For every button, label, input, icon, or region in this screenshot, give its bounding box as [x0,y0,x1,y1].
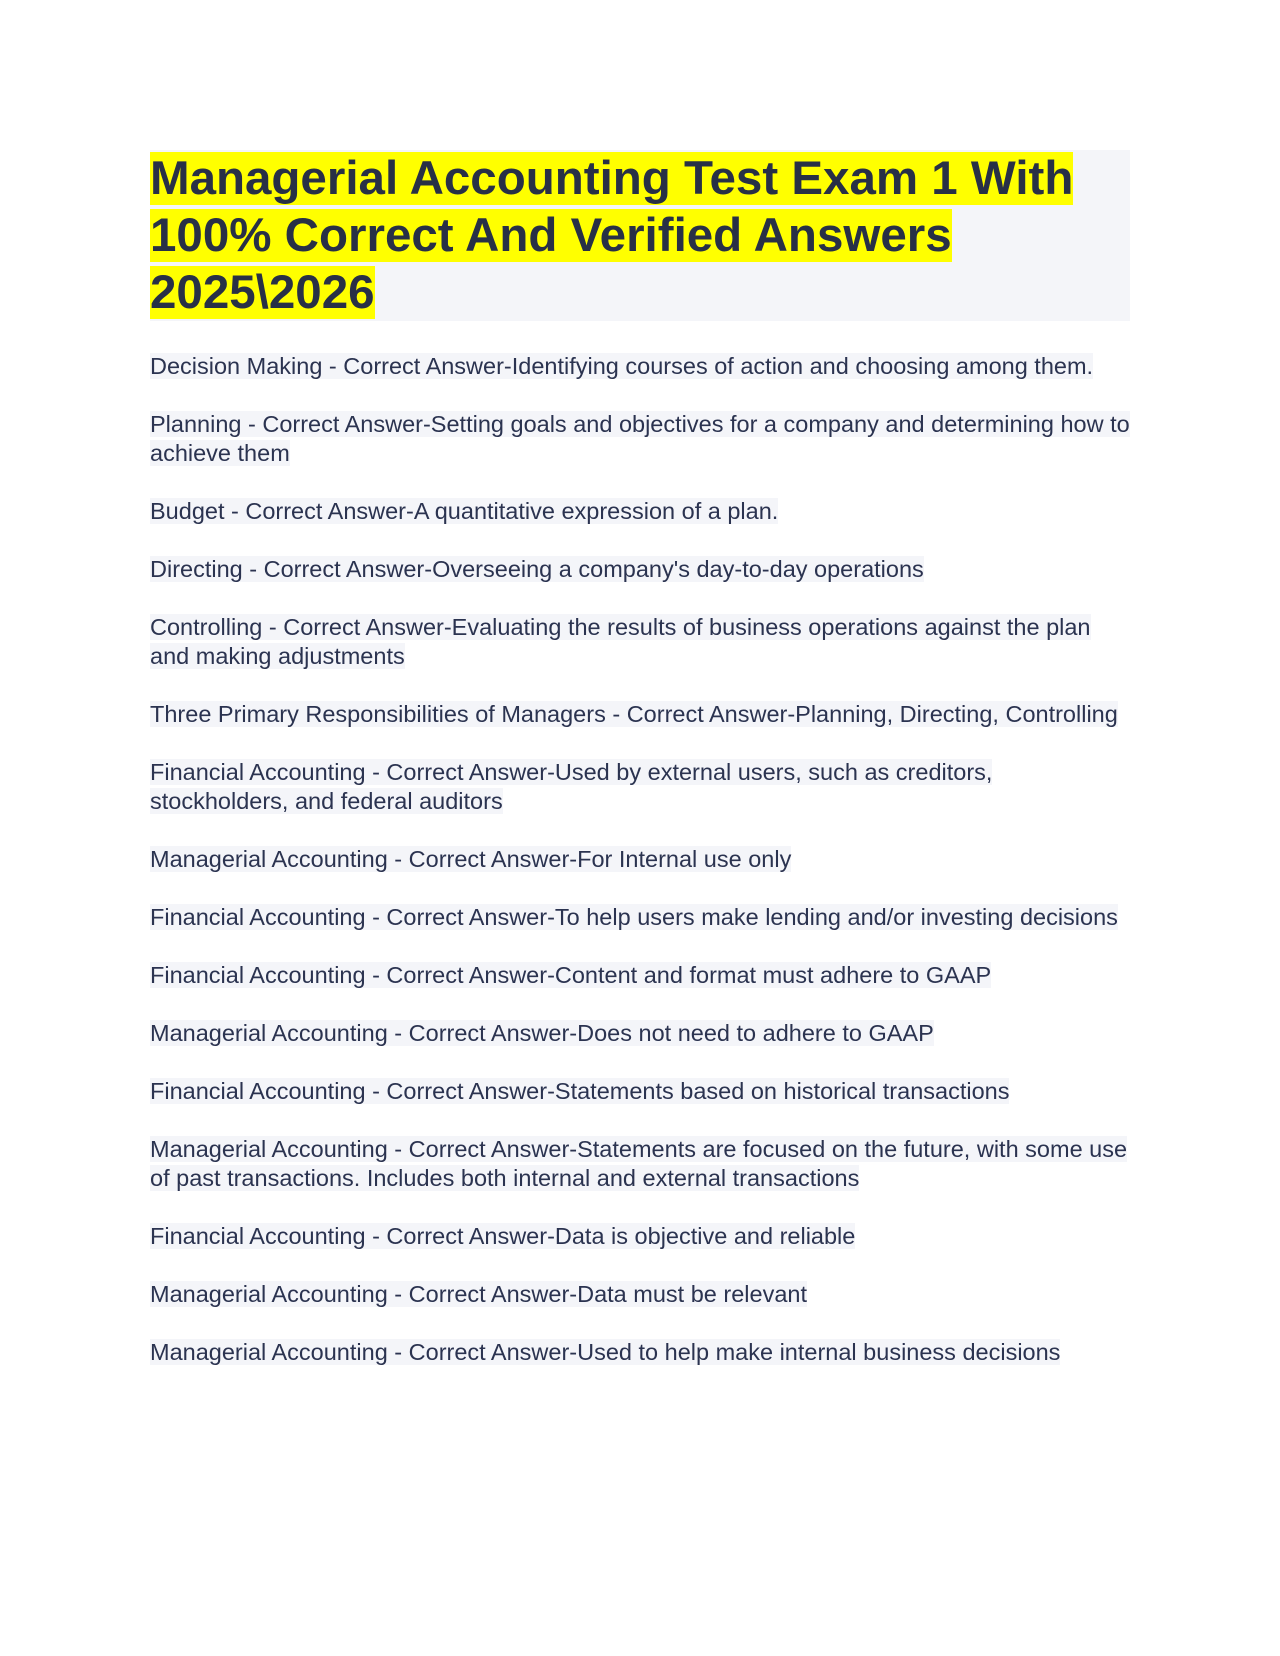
document-page [150,150,1130,1396]
qa-entry-text: Planning - Correct Answer-Setting goals and objectives for a company and determining how to achieve them [150,411,1130,466]
title-block [150,150,1130,321]
title-line-1: Managerial Accounting Test Exam 1 With [150,152,1074,205]
qa-entry-text: Three Primary Responsibilities of Managers - Correct Answer-Planning, Directing, Controlling [150,701,1118,727]
qa-entry-text: Budget - Correct Answer-A quantitative expression of a plan. [150,498,779,524]
title-line-2: 100% Correct And Verified Answers [150,209,952,262]
qa-entry-text: Financial Accounting - Correct Answer-Data is objective and reliable [150,1223,856,1249]
qa-entry [150,1019,1130,1048]
qa-entry [150,903,1130,932]
qa-entry-text: Financial Accounting - Correct Answer-Statements based on historical transactions [150,1078,1010,1104]
qa-entry [150,613,1130,671]
qa-entry-text: Managerial Accounting - Correct Answer-Data must be relevant [150,1281,808,1307]
qa-entry [150,497,1130,526]
document-title [150,150,1130,321]
qa-entry [150,1338,1130,1367]
qa-entry-text: Financial Accounting - Correct Answer-Content and format must adhere to GAAP [150,962,992,988]
qa-entry [150,845,1130,874]
qa-entry-text: Managerial Accounting - Correct Answer-Statements are focused on the future, with some use of past transactions. Includes both internal and external transactions [150,1136,1128,1191]
qa-entry [150,352,1130,381]
qa-entry [150,410,1130,468]
qa-entry [150,555,1130,584]
qa-entry-text: Decision Making - Correct Answer-Identifying courses of action and choosing among them. [150,353,1094,379]
qa-entries [150,352,1130,1367]
qa-entry-text: Financial Accounting - Correct Answer-Used by external users, such as creditors, stockholders, and federal auditors [150,759,993,814]
qa-entry [150,758,1130,816]
qa-entry [150,1222,1130,1251]
title-line-3: 2025\2026 [150,266,375,319]
qa-entry [150,1280,1130,1309]
qa-entry [150,1077,1130,1106]
qa-entry-text: Managerial Accounting - Correct Answer-Does not need to adhere to GAAP [150,1020,934,1046]
qa-entry-text: Directing - Correct Answer-Overseeing a company's day-to-day operations [150,556,924,582]
qa-entry [150,700,1130,729]
qa-entry-text: Controlling - Correct Answer-Evaluating the results of business operations against the plan and making adjustments [150,614,1091,669]
qa-entry [150,961,1130,990]
qa-entry-text: Managerial Accounting - Correct Answer-For Internal use only [150,846,792,872]
qa-entry-text: Managerial Accounting - Correct Answer-Used to help make internal business decisions [150,1339,1061,1365]
qa-entry-text: Financial Accounting - Correct Answer-To help users make lending and/or investing decisions [150,904,1118,930]
qa-entry [150,1135,1130,1193]
